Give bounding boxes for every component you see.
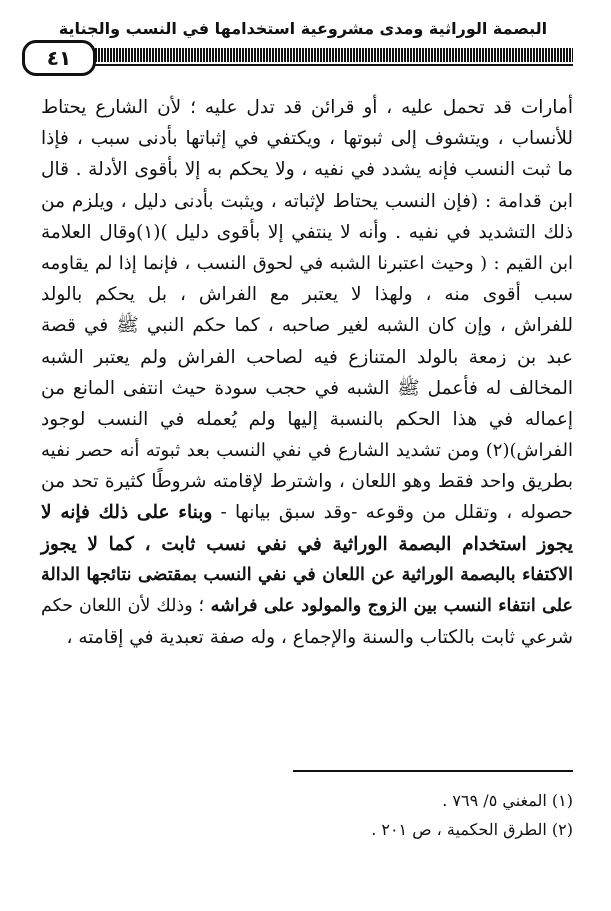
footnote-separator xyxy=(293,770,573,772)
text-line xyxy=(41,342,573,373)
text-segment: ما ثبت النسب فإنه يشدد في نفيه ، ولا يحكم به إلا بأقوى الأدلة . قال xyxy=(41,159,573,181)
text-line xyxy=(41,279,573,310)
text-segment: ابن قدامة : (فإن النسب يحتاط لإثباته ، ويثبت بأدنى دليل ، ويلزم من xyxy=(41,190,573,212)
running-header-title: البصمة الوراثية ومدى مشروعية استخدامها في النسب والجناية xyxy=(58,19,548,38)
text-line xyxy=(41,466,573,497)
page-number-badge: ٤١ xyxy=(22,40,96,76)
header-rule xyxy=(92,48,573,62)
text-line xyxy=(41,622,573,653)
text-line xyxy=(41,217,573,248)
bold-text-line xyxy=(41,560,573,591)
bold-text-line xyxy=(41,529,573,560)
text-line xyxy=(41,123,573,154)
main-text xyxy=(41,92,573,653)
bold-text-segment: يجوز استخدام البصمة الوراثية في نفي نسب ثابت ، كما لا يجوز xyxy=(41,533,573,555)
text-line xyxy=(41,186,573,217)
text-segment: ابن القيم : ( وحيث اعتبرنا الشبه في لحوق النسب ، فإنما إذا لم يقاومه xyxy=(41,252,573,274)
text-segment: سبب أقوى منه ، ولهذا لا يعتبر مع الفراش ، بل يحكم بالولد xyxy=(41,284,573,306)
text-line xyxy=(41,435,573,466)
text-segment: الفراش)(٢) ومن تشديد الشارع في نفي النسب بعد ثبوته أنه حصر نفيه xyxy=(41,440,573,462)
text-line xyxy=(41,497,573,528)
text-segment: إعماله في هذا الحكم بالنسبة إليها ولم يُعمله في النسب لوجود xyxy=(41,408,573,430)
text-segment: للفراش ، وإن كان الشبه لغير صاحبه ، كما حكم النبي ﷺ في قصة xyxy=(41,315,573,337)
text-segment: ذلك التشديد في نفيه . وأنه لا ينتفي إلا بأقوى دليل )(١)وقال العلامة xyxy=(41,221,573,243)
bold-text-segment: على انتفاء النسب بين الزوج والمولود على فراشه xyxy=(204,596,573,616)
text-segment: أمارات قد تحمل عليه ، أو قرائن قد تدل عليه ؛ لأن الشارع يحتاط xyxy=(41,97,573,118)
text-segment: المخالف له فأعمل ﷺ الشبه في حجب سودة حيث انتفى المانع من xyxy=(41,377,573,399)
text-line xyxy=(41,404,573,435)
text-line xyxy=(41,248,573,279)
text-line xyxy=(41,310,573,341)
text-segment: ؛ وذلك لأن اللعان حكم xyxy=(41,596,205,616)
text-segment: حصوله ، وتقلل من وقوعه -وقد سبق بيانها - xyxy=(212,502,573,524)
bold-text-segment: وبناء على ذلك فإنه لا xyxy=(41,502,213,524)
text-segment: شرعي ثابت بالكتاب والسنة والإجماع ، وله صفة تعبدية في إقامته ، xyxy=(66,627,573,649)
text-line xyxy=(41,591,573,622)
header-rule-thin xyxy=(92,64,573,66)
text-line xyxy=(41,92,573,123)
text-segment: بطريق واحد فقط وهو اللعان ، واشترط لإقامته شروطًا كثيرة تحد من xyxy=(41,471,573,493)
footnote: (١) المغني ٥/ ٧٦٩ . xyxy=(442,791,573,810)
text-line xyxy=(41,154,573,185)
text-segment: عبد بن زمعة بالولد المتنازع فيه لصاحب الفراش ولم يعتبر الشبه xyxy=(41,346,573,368)
text-segment: للأنساب ، ويتشوف إلى ثبوتها ، ويكتفي في إثباتها بأدنى سبب ، فإذا xyxy=(41,128,573,150)
footnote: (٢) الطرق الحكمية ، ص ٢٠١ . xyxy=(371,820,573,839)
footnotes xyxy=(41,786,573,844)
bold-text-segment: الاكتفاء بالبصمة الوراثية عن اللعان في نفي النسب بمقتضى نتائجها الدالة xyxy=(41,564,573,585)
text-line xyxy=(41,373,573,404)
